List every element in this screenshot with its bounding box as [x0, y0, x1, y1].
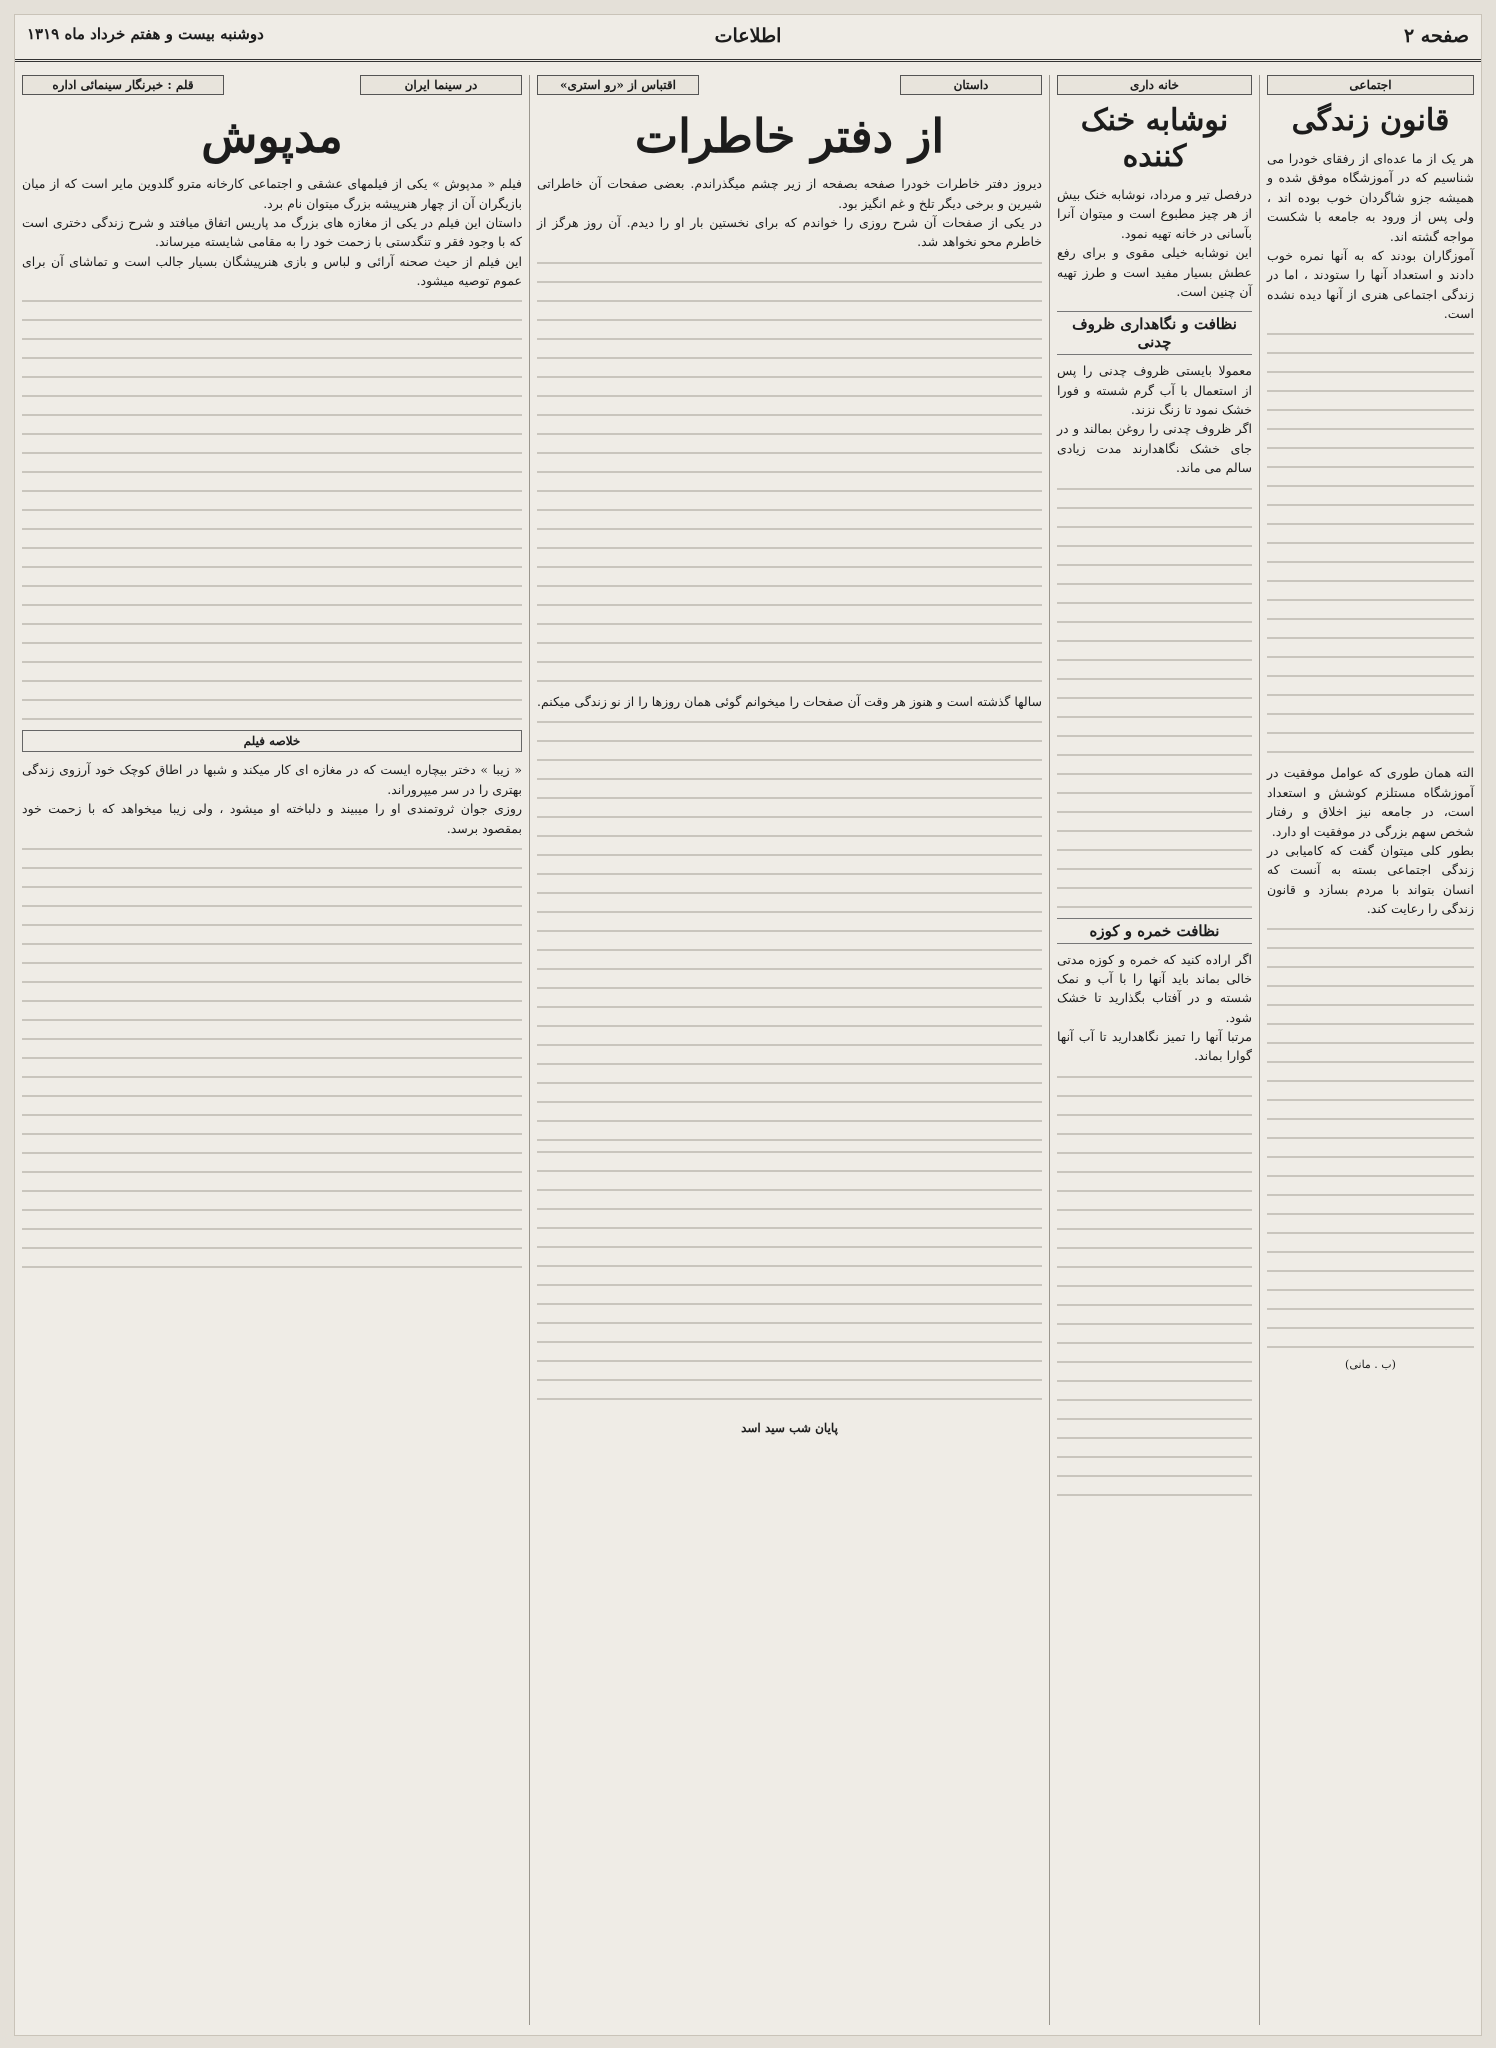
section-label: خانه داری: [1057, 75, 1252, 95]
newspaper-page: [14, 14, 1482, 2036]
text-continuation: [1267, 333, 1474, 753]
text-continuation: [537, 262, 1042, 682]
column-cinema: [15, 75, 529, 2025]
section-label: در سینما ایران: [360, 75, 522, 95]
article-paragraph: مرتبا آنها را تمیز نگاهدارید تا آب آنها گوارا بماند.: [1057, 1029, 1252, 1064]
article-paragraph: درفصل تیر و مرداد، نوشابه خنک بیش از هر چیز مطبوع است و میتوان آنرا بآسانی در خانه تهیه نمود.: [1057, 187, 1252, 241]
article-paragraph: هر یک از ما عده‌ای از رفقای خودرا می شناسیم که در آموزشگاه موفق شده و همیشه جزو شاگردان خوب بوده اند ، ولی پس از ورود به جامعه با شکست مواجه گشته اند.: [1267, 151, 1474, 244]
article-paragraph: فیلم « مدپوش » یکی از فیلمهای عشقی و اجتماعی کارخانه مترو گلدوین مایر است که از میان بازیگران آن از چهار هنرپیشه بزرگ میتوان نام برد.: [22, 176, 522, 211]
text-continuation: [1057, 488, 1252, 908]
text-continuation: [1057, 1076, 1252, 1496]
article-paragraph: الته همان طوری که عوامل موفقیت در آموزشگاه مستلزم کوشش و استعداد است، در جامعه نیز اخلاق و رفتار شخص سهم بزرگی در موفقیت او دارد.: [1267, 765, 1474, 839]
page-number: صفحه ۲: [1403, 25, 1469, 47]
column-household: [1049, 75, 1259, 2025]
issue-date: دوشنبه بیست و هفتم خرداد ماه ۱۳۱۹: [27, 25, 264, 43]
article-subhead: نظافت و نگاهداری ظروف چدنی: [1057, 311, 1252, 355]
article-paragraph: « زیبا » دختر بیچاره ایست که در مغازه ای کار میکند و شبها در اطاق کوچک خود آرزوی زندگی بهتری را در سر میپروراند.: [22, 762, 522, 797]
article-byline: (ب . مانی): [1345, 1358, 1396, 1372]
text-continuation: [537, 1151, 1042, 1411]
article-headline: از دفتر خاطرات: [634, 109, 945, 163]
column-social: [1259, 75, 1481, 2025]
article-paragraph: در یکی از صفحات آن شرح روزی را خواندم که برای نخستین بار او را دیدم. آن روز هرگز از خاطرم محو نخواهد شد.: [537, 214, 1042, 250]
article-paragraph: معمولا بایستی ظروف چدنی را پس از استعمال با آب گرم شسته و فورا خشک نمود تا زنگ نزند.: [1057, 363, 1252, 417]
film-summary-label: خلاصه فیلم: [22, 730, 522, 752]
masthead: [15, 15, 1481, 62]
newspaper-name: اطلاعات: [714, 25, 782, 47]
text-continuation: [537, 721, 1042, 1141]
article-paragraph: روزی جوان ثروتمندی او را میبیند و دلباخته او میشود ، ولی زیبا میخواهد که با زحمت خود بمقصود برسد.: [22, 801, 522, 836]
cinema-header: [22, 75, 522, 101]
article-paragraph: آموزگاران بودند که به آنها نمره خوب دادند و استعداد آنها را ستودند ، اما در زندگی اجتماعی هنری از آنها دیده نشده است.: [1267, 247, 1474, 321]
story-header: [537, 75, 1042, 101]
article-paragraph: دیروز دفتر خاطرات خودرا صفحه بصفحه از زیر چشم میگذراندم. بعضی صفحات آن خاطراتی شیرین و برخی دیگر تلخ و غم انگیز بود.: [537, 176, 1042, 211]
article-headline: نوشابه خنک کننده: [1080, 103, 1229, 174]
section-label: اجتماعی: [1267, 75, 1474, 95]
article-headline: قانون زندگی: [1291, 103, 1450, 138]
text-continuation: [22, 848, 522, 1268]
article-paragraph: این نوشابه خیلی مقوی و برای رفع عطش بسیار مفید است و طرز تهیه آن چنین است.: [1057, 245, 1252, 299]
article-paragraph: این فیلم از حیث صحنه آرائی و لباس و بازی هنرپیشگان بسیار جالب است و تماشای آن برای عموم توصیه میشود.: [22, 253, 522, 289]
story-ending: پایان شب سید اسد: [741, 1421, 838, 1436]
article-credit: قلم : خبرنگار سینمائی اداره: [22, 75, 224, 95]
article-subhead: نظافت خمره و کوزه: [1057, 918, 1252, 944]
column-story: [529, 75, 1049, 2025]
article-headline: مدپوش: [201, 109, 343, 163]
text-continuation: [1267, 928, 1474, 1348]
article-paragraph: اگر اراده کنید که خمره و کوزه مدتی خالی بماند باید آنها را با آب و نمک شسته و در آفتاب بگذارید تا خشک شود.: [1057, 951, 1252, 1025]
article-paragraph: بطور کلی میتوان گفت که کامیابی در زندگی اجتماعی بسته به آنست که انسان بتواند با مردم بسازد و قانون زندگی را رعایت کند.: [1267, 842, 1474, 916]
article-paragraph: داستان این فیلم در یکی از مغازه های بزرگ مد پاریس اتفاق میافتد و شرح زندگی دختری است که با وجود فقر و تنگدستی با زحمت خود را به مقامی شایسته میرساند.: [22, 214, 522, 250]
text-continuation: [22, 300, 522, 720]
article-paragraph: سالها گذشته است و هنوز هر وقت آن صفحات را میخوانم گوئی همان روزها را از نو زندگی میکنم.: [537, 693, 1042, 709]
article-paragraph: اگر ظروف چدنی را روغن بمالند و در جای خشک نگاهدارند مدت زیادی سالم می ماند.: [1057, 421, 1252, 476]
section-label: داستان: [900, 75, 1042, 95]
story-source: اقتباس از «رو استری»: [537, 75, 699, 95]
